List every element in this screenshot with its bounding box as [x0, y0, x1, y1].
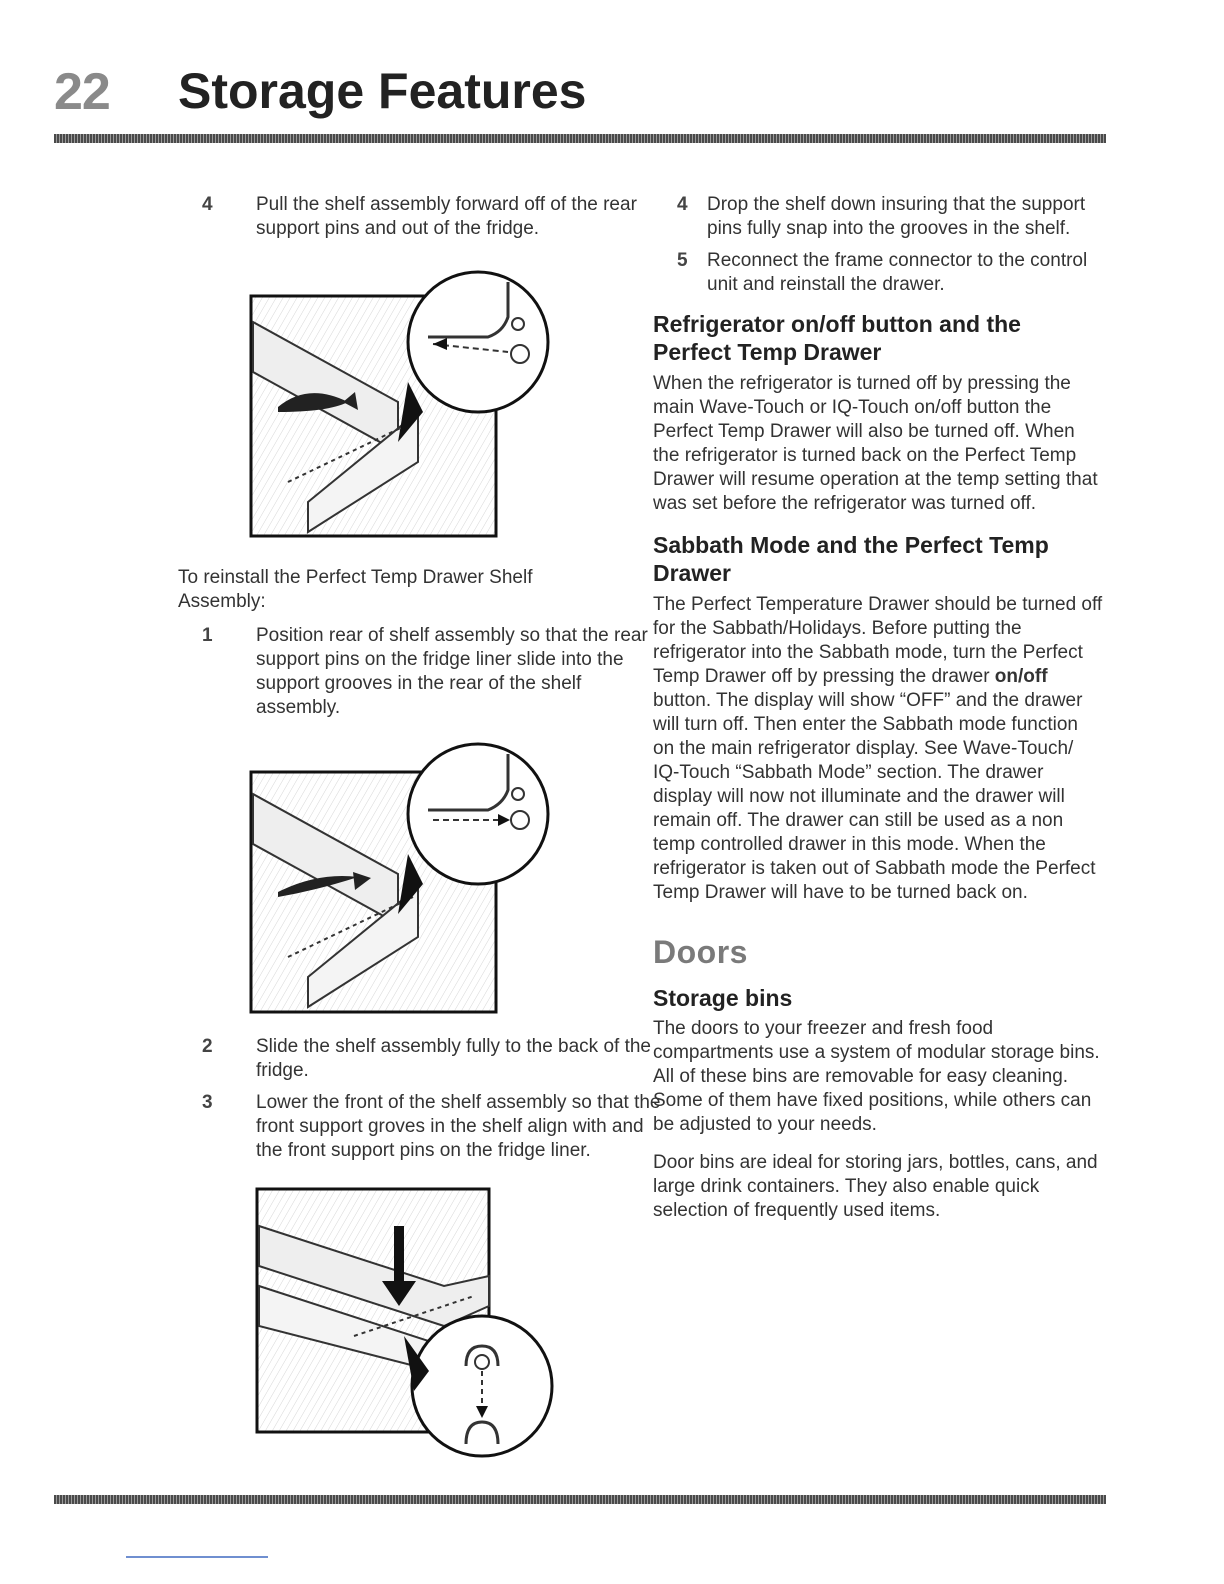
figure-shelf-pull-forward [248, 262, 568, 542]
shelf-lower-illustration [254, 1186, 554, 1466]
shelf-slide-illustration [248, 732, 568, 1017]
step-text: Reconnect the frame connector to the control unit and reinstall the drawer. [707, 250, 1088, 295]
footer-rule [54, 1495, 1106, 1504]
sabbath-body-text-a: The Perfect Temperature Drawer should be turned off for the Sabbath/Holidays. Before putting the refrigerator into the Sabbath mode, turn the Perfect Temp Drawer off by pressing the drawer [653, 594, 1103, 687]
sabbath-body-onoff: on/off [994, 666, 1048, 687]
step-number: 4 [677, 194, 688, 215]
reinstall-intro: To reinstall the Perfect Temp Drawer Shelf Assembly: [178, 567, 533, 612]
step-number: 5 [677, 250, 688, 271]
page-title: Storage Features [178, 63, 587, 119]
step-text: Pull the shelf assembly forward off of the rear support pins and out of the fridge. [256, 194, 637, 239]
step-number: 4 [202, 194, 213, 215]
step-text: Slide the shelf assembly fully to the back of the fridge. [256, 1036, 651, 1081]
step-number: 1 [202, 625, 213, 646]
storage-bins-heading: Storage bins [653, 985, 793, 1011]
figure-shelf-slide-back [248, 732, 568, 1017]
sabbath-heading: Sabbath Mode and the Perfect Temp Drawer [653, 532, 1049, 586]
left-column [178, 0, 661, 1500]
sabbath-body-text-b: button. The display will show “OFF” and the drawer will turn off. Then enter the Sabbath mode function on the main refrigerator display. See Wave-Touch/ IQ-Touch “Sabbath Mode” section. The drawer display will now not illuminate and the drawer will remain off. The drawer can still be used as a non temp controlled drawer in this mode. When the refrigerator is taken out of Sabbath mode the Perfect Temp Drawer will have to be turned back on. [653, 690, 1096, 903]
page-number: 22 [54, 63, 110, 121]
onoff-body: When the refrigerator is turned off by pressing the main Wave-Touch or IQ-Touch on/off button the Perfect Temp Drawer will also be turned off. When the refrigerator is turned back on the Perfect Temp Drawer will resume operation at the temp setting that was set before the refrigerator was turned off. [653, 373, 1098, 514]
figure-shelf-lower [254, 1186, 554, 1466]
sabbath-body [653, 593, 1103, 905]
step-number: 2 [202, 1036, 213, 1057]
step-number: 3 [202, 1092, 213, 1113]
doors-heading: Doors [653, 934, 748, 970]
step-text: Position rear of shelf assembly so that the rear support pins on the fridge liner slide into the support grooves in the rear of the shelf assembly. [256, 625, 648, 718]
step-text: Drop the shelf down insuring that the support pins fully snap into the grooves in the shelf. [707, 194, 1086, 239]
shelf-pull-illustration [248, 262, 568, 542]
onoff-heading: Refrigerator on/off button and the Perfect Temp Drawer [653, 311, 1021, 365]
footer-accent-line [126, 1556, 268, 1558]
storage-bins-p2: Door bins are ideal for storing jars, bottles, cans, and large drink containers. They also enable quick selection of frequently used items. [653, 1152, 1098, 1221]
storage-bins-p1: The doors to your freezer and fresh food compartments use a system of modular storage bins. All of these bins are removable for easy cleaning. Some of them have fixed positions, while others can be adjusted to your needs. [653, 1018, 1100, 1135]
right-column [653, 0, 1113, 1500]
step-text: Lower the front of the shelf assembly so that the front support groves in the shelf align with and the front support pins on the fridge liner. [256, 1092, 661, 1161]
